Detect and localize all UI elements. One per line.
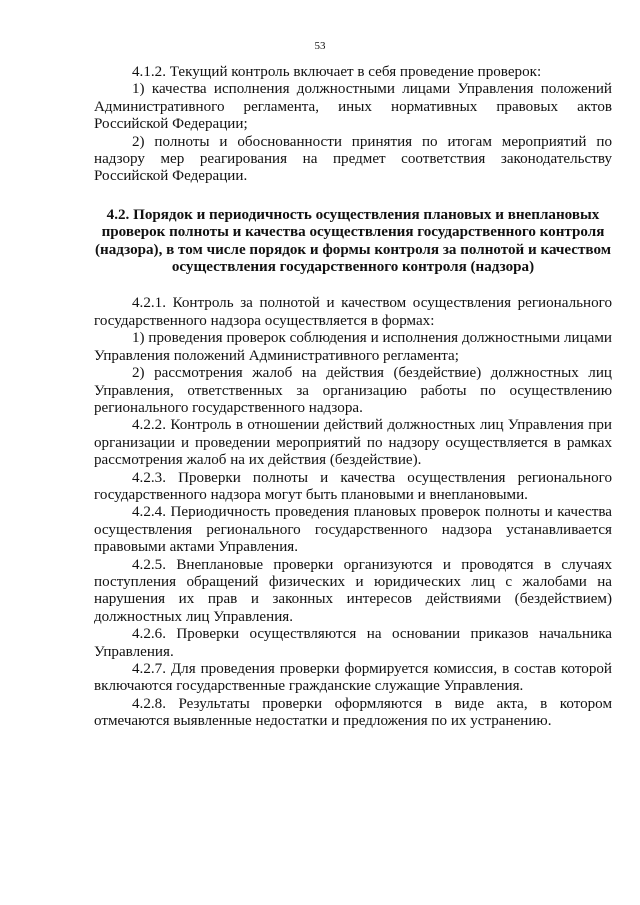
- list-item-inspections: 1) проведения проверок соблюдения и исполнения должностными лицами Управления положений Административного регламента;: [94, 330, 612, 364]
- page-number: 53: [314, 40, 326, 52]
- paragraph-4-2-7: 4.2.7. Для проведения проверки формируется комиссия, в состав которой включаются государственные гражданские служащие Управления.: [94, 661, 612, 695]
- paragraph-4-2-2: 4.2.2. Контроль в отношении действий должностных лиц Управления при организации и проведении мероприятий по надзору осуществляется в рамках рассмотрения жалоб на их действия (бездействие).: [94, 417, 612, 469]
- list-item-quality: 1) качества исполнения должностными лицами Управления положений Административного регламента, иных нормативных правовых актов Российской Федерации;: [94, 81, 612, 133]
- paragraph-4-2-8: 4.2.8. Результаты проверки оформляются в виде акта, в котором отмечаются выявленные недостатки и предложения по их устранению.: [94, 695, 612, 730]
- section-heading-4-2: 4.2. Порядок и периодичность осуществления плановых и внеплановых проверок полноты и качества осуществления государственного контроля (надзора), в том числе порядок и формы контроля за полнотой и качеством осуществления государственного контроля (надзора): [95, 206, 611, 276]
- paragraph-4-2-6: 4.2.6. Проверки осуществляются на основании приказов начальника Управления.: [94, 626, 612, 660]
- document-body: [94, 64, 612, 731]
- paragraph-4-2-3: 4.2.3. Проверки полноты и качества осуществления регионального государственного надзора могут быть плановыми и внеплановыми.: [94, 469, 612, 503]
- paragraph-4-2-5: 4.2.5. Внеплановые проверки организуются и проводятся в случаях поступления обращений физических и юридических лиц с жалобами на нарушения их прав и законных интересов действиями (бездействием) должностных лиц Управления.: [94, 556, 612, 625]
- paragraph-4-2-1: 4.2.1. Контроль за полнотой и качеством осуществления регионального государственного надзора осуществляется в формах:: [94, 295, 612, 329]
- list-item-complaints: 2) рассмотрения жалоб на действия (бездействие) должностных лиц Управления, ответственных за организацию работы по осуществлению регионального государственного надзора.: [94, 365, 612, 416]
- paragraph-4-2-4: 4.2.4. Периодичность проведения плановых проверок полноты и качества осуществления регионального государственного надзора устанавливается правовыми актами Управления.: [94, 504, 612, 556]
- paragraph-4-1-2: 4.1.2. Текущий контроль включает в себя проведение проверок:: [132, 64, 542, 80]
- list-item-completeness: 2) полноты и обоснованности принятия по итогам мероприятий по надзору мер реагирования на предмет соответствия законодательству Российской Федерации.: [94, 133, 612, 185]
